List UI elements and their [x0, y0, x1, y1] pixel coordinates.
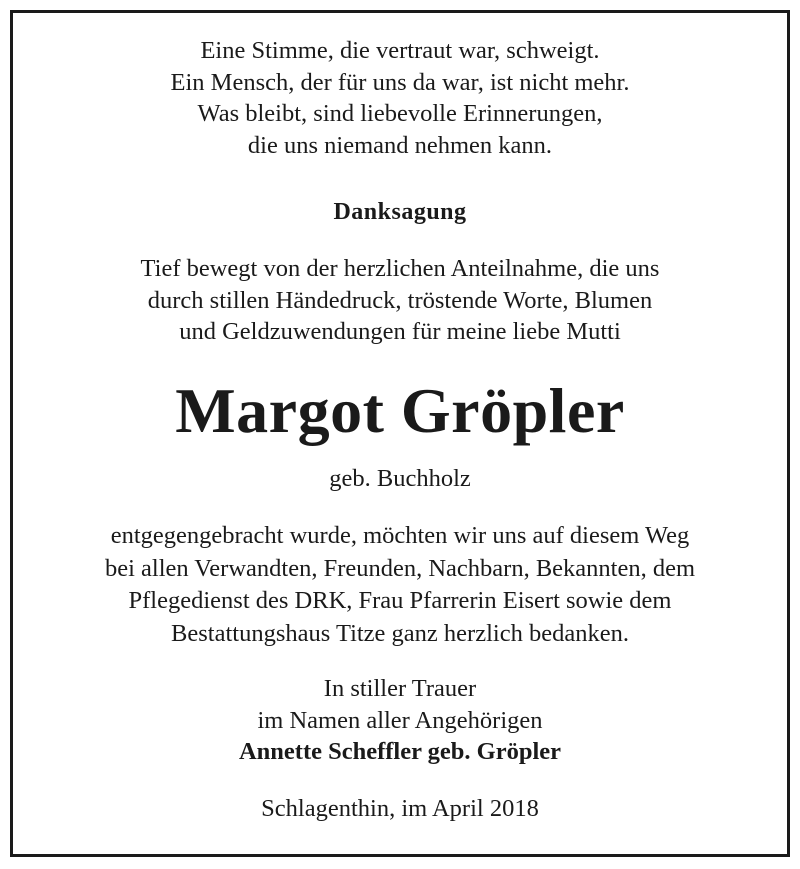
place-and-date: Schlagenthin, im April 2018	[261, 795, 539, 822]
signatory-name: Annette Scheffler geb. Gröpler	[238, 738, 562, 765]
intro-line: durch stillen Händedruck, tröstende Worte, Blumen	[147, 286, 653, 314]
memorial-verse	[13, 35, 787, 161]
closing-block	[13, 673, 787, 768]
deceased-name: Margot Gröpler	[175, 375, 625, 446]
thanks-line: Pflegedienst des DRK, Frau Pfarrerin Eisert sowie dem	[128, 587, 672, 614]
thanks-line: entgegengebracht wurde, möchten wir uns auf diesem Weg	[110, 522, 690, 549]
intro-paragraph	[13, 253, 787, 348]
heading-danksagung: Danksagung	[333, 199, 467, 225]
verse-line: Was bleibt, sind liebevolle Erinnerungen,	[197, 100, 603, 127]
verse-line: Ein Mensch, der für uns da war, ist nicht mehr.	[170, 68, 630, 96]
thanks-paragraph	[13, 520, 787, 650]
verse-line: die uns niemand nehmen kann.	[247, 131, 553, 159]
deceased-birth-name: geb. Buchholz	[329, 465, 471, 492]
thanks-line: bei allen Verwandten, Freunden, Nachbarn, Bekannten, dem	[104, 554, 696, 582]
closing-line-mourning: In stiller Trauer	[323, 675, 477, 702]
thanks-line: Bestattungshaus Titze ganz herzlich bedanken.	[171, 619, 629, 647]
verse-line: Eine Stimme, die vertraut war, schweigt.	[200, 37, 600, 64]
closing-line-relatives: im Namen aller Angehörigen	[257, 706, 543, 734]
intro-line: und Geldzuwendungen für meine liebe Mutti	[179, 318, 621, 345]
intro-line: Tief bewegt von der herzlichen Anteilnahme, die uns	[140, 255, 660, 282]
